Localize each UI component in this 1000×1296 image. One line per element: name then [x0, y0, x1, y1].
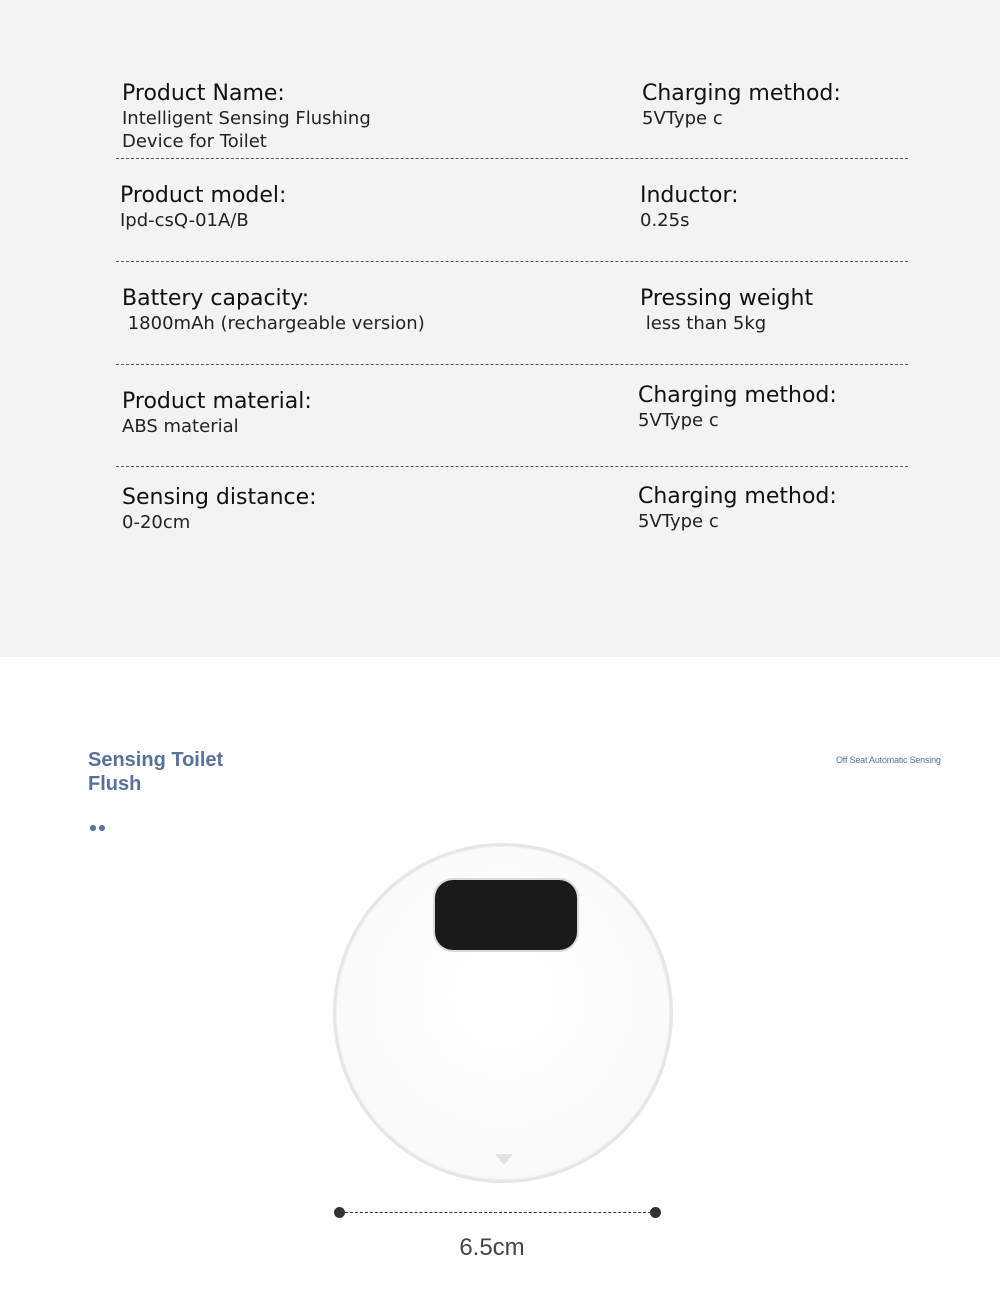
- spec-value: 5VType c: [638, 410, 719, 431]
- spec-label: Inductor:: [640, 183, 739, 208]
- spec-value: 5VType c: [642, 108, 723, 129]
- dot-icon: [90, 825, 96, 831]
- spec-cell-product-name: [122, 81, 371, 153]
- spec-cell-sensing-distance: [122, 485, 317, 534]
- spec-value: ABS material: [122, 416, 239, 437]
- spec-cell-battery-capacity: [122, 286, 425, 335]
- spec-label: Product material:: [122, 389, 312, 414]
- down-arrow-icon: [495, 1154, 513, 1165]
- sensor-window: [435, 880, 577, 950]
- spec-cell-charging-method: [638, 484, 837, 533]
- spec-label: Pressing weight: [640, 286, 814, 311]
- spec-label: Battery capacity:: [122, 286, 310, 311]
- decorative-dots: [90, 825, 105, 831]
- spec-label: Charging method:: [642, 81, 841, 106]
- spec-cell-product-model: [120, 183, 286, 232]
- spec-cell-product-material: [122, 389, 312, 438]
- spec-label: Product model:: [120, 183, 287, 208]
- device-image: [333, 843, 673, 1183]
- spec-cell-charging-method: [638, 383, 837, 432]
- spec-label: Product Name:: [122, 81, 285, 106]
- dimension-label: 6.5cm: [459, 1234, 525, 1261]
- spec-value: 0-20cm: [122, 512, 191, 533]
- spec-label: Charging method:: [638, 484, 837, 509]
- spec-value: less than 5kg: [640, 313, 767, 334]
- dashed-divider: [116, 466, 908, 467]
- product-title: Sensing Toilet Flush: [88, 749, 224, 795]
- dot-icon: [99, 825, 105, 831]
- spec-value: 1800mAh (rechargeable version): [122, 313, 425, 334]
- spec-label: Sensing distance:: [122, 485, 317, 510]
- spec-value: Ipd-csQ-01A/B: [120, 210, 249, 231]
- spec-value: Intelligent Sensing Flushing Device for Toilet: [122, 108, 371, 152]
- spec-value: 0.25s: [640, 210, 690, 231]
- dimension-endpoint: [650, 1207, 661, 1218]
- spec-cell-pressing-weight: [640, 286, 813, 335]
- dimension-line: [340, 1212, 656, 1213]
- dashed-divider: [116, 158, 908, 159]
- spec-label: Charging method:: [638, 383, 837, 408]
- dashed-divider: [116, 364, 908, 365]
- spec-value: 5VType c: [638, 511, 719, 532]
- spec-cell-inductor: [640, 183, 739, 232]
- dimension-endpoint: [334, 1207, 345, 1218]
- spec-cell-charging-method: [642, 81, 841, 130]
- product-subtitle: Off Seat Automatic Sensing: [836, 755, 941, 765]
- dashed-divider: [116, 261, 908, 262]
